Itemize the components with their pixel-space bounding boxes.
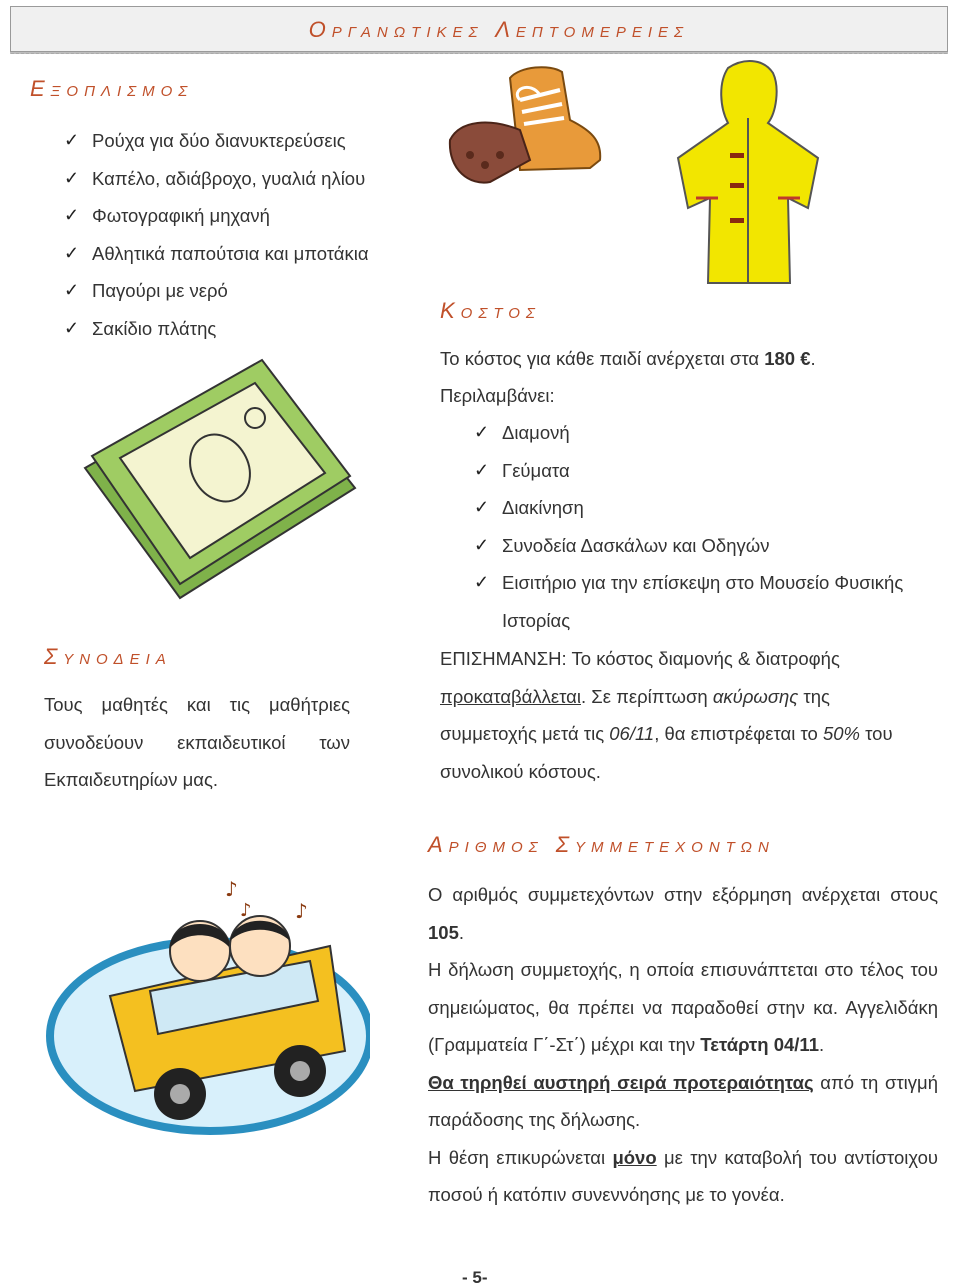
list-item: ✓ Ρούχα για δύο διανυκτερεύσεις [64,122,369,160]
check-icon: ✓ [64,317,80,338]
page-title: Οργανωτικες Λεπτομερειες [308,17,689,42]
deadline: Τετάρτη 04/11 [700,1034,819,1055]
check-icon: ✓ [474,459,490,480]
list-item: ✓ Εισιτήριο για την επίσκεψη στο Μουσείο Φυσικής [474,564,903,602]
svg-text:♪: ♪ [240,900,252,921]
equipment-list [64,122,369,347]
check-icon: ✓ [474,422,490,442]
header-bar [10,6,948,52]
school-bus-icon [40,876,370,1136]
escort-heading: Συνοδεια [44,644,172,669]
participants-text: Ο αριθμός συμμετεχόντων στην εξόρμηση ανέρχεται στους 105. Η δήλωση συμμετοχής, η οποία επισυνάπτεται στο τέλος του σημειώματος, θα πρέπει να παραδοθεί στην κα. Αγγελιδάκη (Γραμματεία Γ΄-Στ΄) μέχρι και την Τετάρτη 04/11. Θα τηρηθεί αυστηρή σειρά προτεραιότητας από τη στιγμή παράδοσης της δήλωσης. Η θέση επικυρώνεται μόνο με την καταβολή του αντίστοιχου ποσού ή κατόπιν συνεννόησης με το γονέα. [428,884,938,1205]
list-item: ✓ Γεύματα [474,452,903,490]
participants-count: 105 [428,921,459,943]
list-item: ✓ Διαμονή [474,414,903,452]
cost-includes-list [474,414,903,639]
check-icon: ✓ [64,280,80,300]
check-icon: ✓ [474,572,490,592]
cost-note: ΕΠΙΣΗΜΑΝΣΗ: Το κόστος διαμονής & διατροφής προκαταβάλλεται. Σε περίπτωση ακύρωσης της συμμετοχής μετά τις 06/11, θα επιστρέφεται το 50% του συνολικού κόστους. [440,648,893,782]
list-item: ✓ Παγούρι με νερό [64,272,369,310]
equipment-heading: Εξοπλισμοσ [30,76,194,101]
svg-text:♪: ♪ [295,899,308,923]
page-number: - 5- [462,1268,488,1287]
participants-heading: Αριθμοσ Συμμετεχοντων [428,832,775,857]
list-item: ✓ Καπέλο, αδιάβροχο, γυαλιά ηλίου [64,160,369,198]
list-item-continued: Ιστορίας [502,609,571,631]
list-item: ✓ Φωτογραφική μηχανή [64,197,369,235]
includes-label: Περιλαμβάνει: [440,385,555,406]
raincoat-icon [668,58,828,288]
check-icon: ✓ [474,534,490,555]
cost-heading: Κοστοσ [440,298,541,323]
check-icon: ✓ [474,497,490,517]
list-item: ✓ Αθλητικά παπούτσια και μποτάκια [64,235,369,273]
check-icon: ✓ [64,242,80,263]
money-stack-icon [80,358,360,608]
escort-text: Τους μαθητές και τις μαθήτριες συνοδεύουν εκπαιδευτικοί των Εκπαιδευτηρίων μας. [44,694,350,790]
header-divider [11,53,947,56]
check-icon: ✓ [64,205,80,225]
svg-text:♪: ♪ [225,877,238,901]
cost-amount-line: Το κόστος για κάθε παιδί ανέρχεται στα 180 €. [440,348,816,369]
check-icon: ✓ [64,167,80,188]
cost-amount: 180 € [764,348,811,369]
list-item: ✓ Συνοδεία Δασκάλων και Οδηγών [474,527,903,565]
list-item: ✓ Σακίδιο πλάτης [64,310,369,348]
check-icon: ✓ [64,130,80,150]
priority-notice: Θα τηρηθεί αυστηρή σειρά προτεραιότητας [428,1071,814,1093]
list-item: ✓ Διακίνηση [474,489,903,527]
boot-icon [440,60,610,200]
